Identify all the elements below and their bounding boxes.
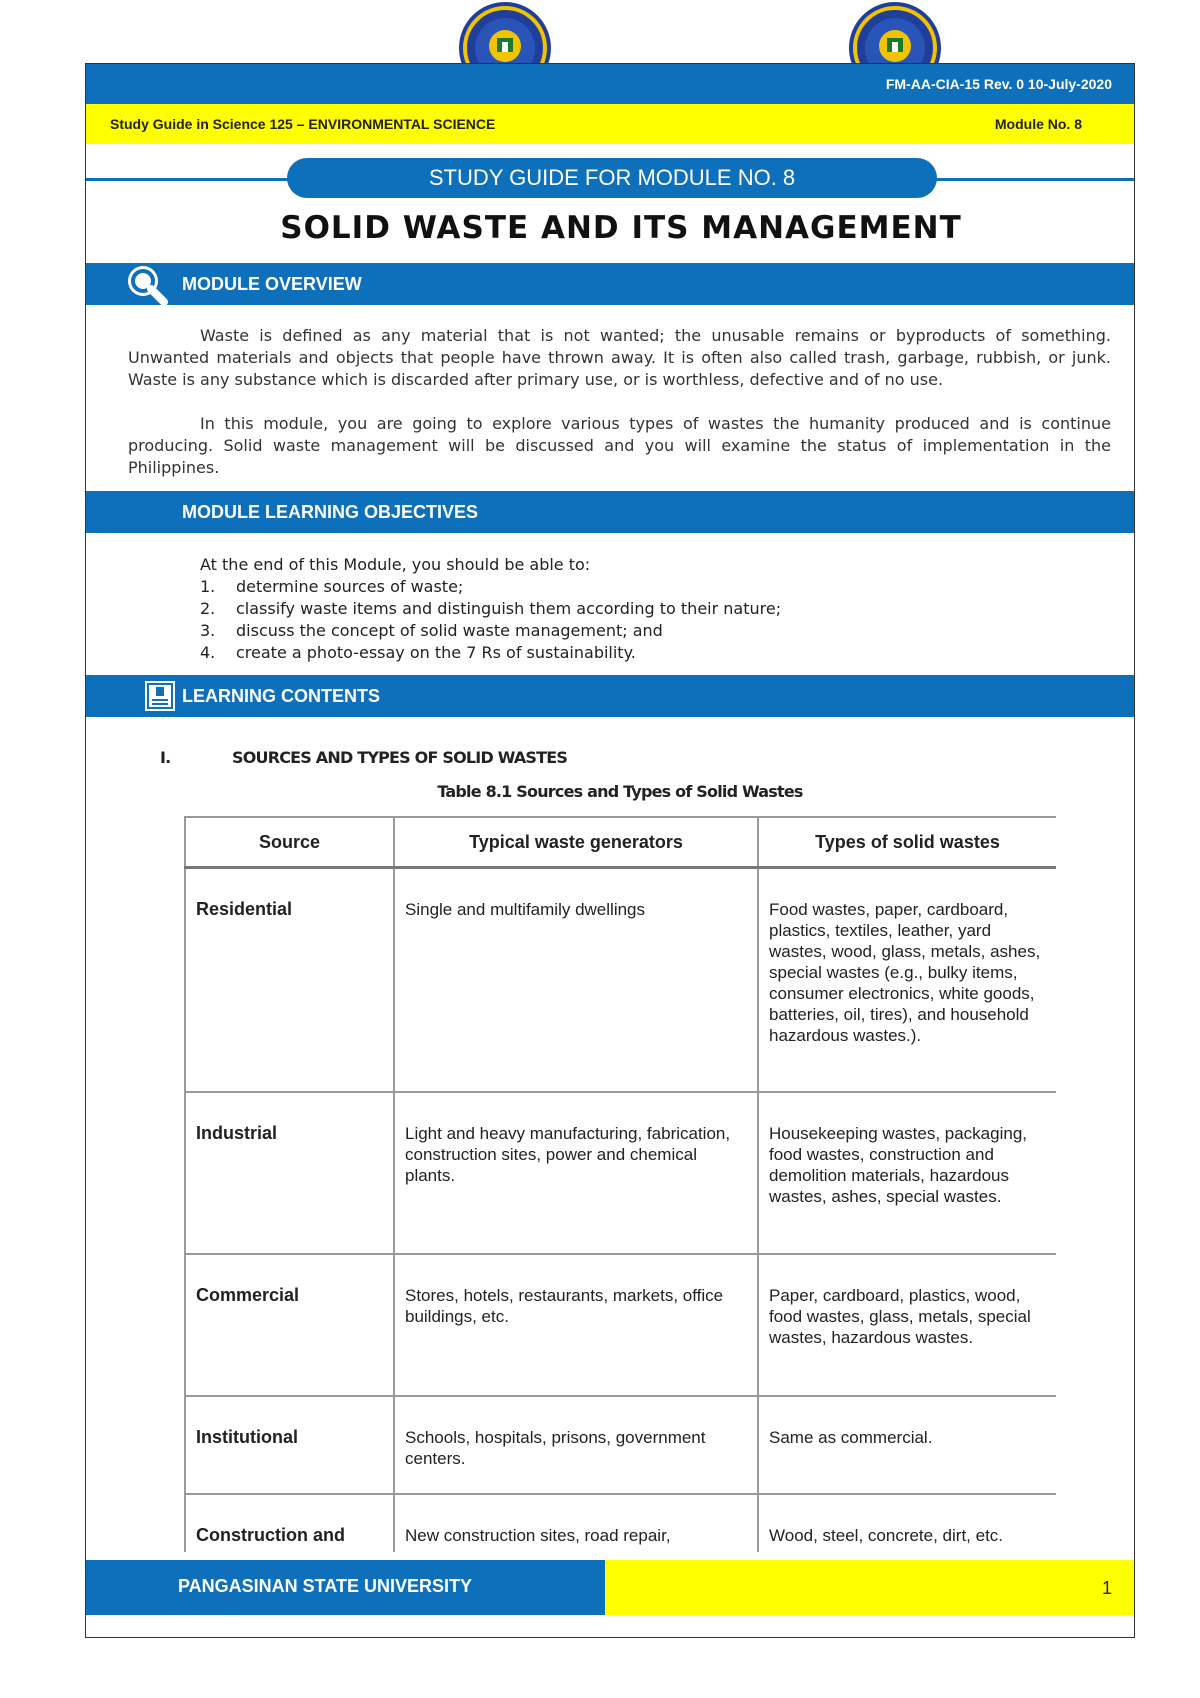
column-header-source: Source xyxy=(185,817,394,868)
table-row xyxy=(185,1254,1056,1396)
generators-cell: Single and multifamily dwellings xyxy=(394,868,758,1092)
page-number: 1 xyxy=(1101,1578,1112,1598)
overview-section-bar xyxy=(86,263,1134,305)
subsection-number: I. xyxy=(160,748,171,767)
university-seal-left-icon xyxy=(457,0,553,68)
footer-page-bar xyxy=(605,1560,1134,1615)
overview-heading: MODULE OVERVIEW xyxy=(182,274,362,294)
university-seal-right-icon xyxy=(847,0,943,68)
list-item: 1. determine sources of waste; xyxy=(200,577,464,596)
column-header-generators: Typical waste generators xyxy=(394,817,758,868)
source-cell: Residential xyxy=(185,868,394,1092)
types-cell: Housekeeping wastes, packaging, food wastes, construction and demolition materials, hazardous wastes, ashes, special wastes. xyxy=(758,1092,1056,1254)
objectives-intro: At the end of this Module, you should be able to: xyxy=(200,555,591,574)
table-row xyxy=(185,1092,1056,1254)
generators-cell: Stores, hotels, restaurants, markets, office buildings, etc. xyxy=(394,1254,758,1396)
column-header-types: Types of solid wastes xyxy=(758,817,1056,868)
table-header-row xyxy=(185,817,1056,868)
list-item: 3. discuss the concept of solid waste management; and xyxy=(200,621,663,640)
table-caption: Table 8.1 Sources and Types of Solid Wastes xyxy=(437,782,803,801)
table-row xyxy=(185,1396,1056,1494)
table-row xyxy=(185,1494,1056,1553)
contents-section-bar xyxy=(86,675,1134,717)
module-number: Module No. 8 xyxy=(994,116,1082,132)
source-cell: Industrial xyxy=(185,1092,394,1254)
contents-heading: LEARNING CONTENTS xyxy=(182,686,380,706)
types-cell: Wood, steel, concrete, dirt, etc. xyxy=(758,1494,1056,1553)
objectives-heading: MODULE LEARNING OBJECTIVES xyxy=(182,502,479,522)
list-item: 2. classify waste items and distinguish them according to their nature; xyxy=(200,599,782,618)
source-cell: Commercial xyxy=(185,1254,394,1396)
university-name: PANGASINAN STATE UNIVERSITY xyxy=(178,1576,473,1596)
course-title: Study Guide in Science 125 – ENVIRONMENTAL SCIENCE xyxy=(110,116,496,132)
waste-table xyxy=(184,816,1056,1552)
types-cell: Paper, cardboard, plastics, wood, food wastes, glass, metals, special wastes, hazardous wastes. xyxy=(758,1254,1056,1396)
list-item: 4. create a photo-essay on the 7 Rs of sustainability. xyxy=(200,643,636,662)
overview-paragraph-1: Waste is defined as any material that is not wanted; the unusable remains or byproducts of something. Unwanted materials and objects that people have thrown away. It is often also called trash, garbage, rubbish, or junk. Waste is any substance which is discarded after primary use, or is worthless, defective and of no use. xyxy=(128,326,1111,389)
document-code: FM-AA-CIA-15 Rev. 0 10-July-2020 xyxy=(885,76,1112,92)
generators-cell: Light and heavy manufacturing, fabrication, construction sites, power and chemical plants. xyxy=(394,1092,758,1254)
source-cell: Institutional xyxy=(185,1396,394,1494)
subsection-title: SOURCES AND TYPES OF SOLID WASTES xyxy=(232,748,568,767)
table-row xyxy=(185,868,1056,1092)
magnifier-icon xyxy=(124,261,170,311)
study-guide-title: STUDY GUIDE FOR MODULE NO. 8 xyxy=(287,158,937,198)
overview-paragraph-2: In this module, you are going to explore various types of wastes the humanity produced and is continue producing. Solid waste management will be discussed and you will examine the status of implementation in the Philippines. xyxy=(128,414,1111,477)
header-bar xyxy=(86,64,1134,104)
source-cell: Construction and xyxy=(185,1494,394,1553)
objectives-section-bar xyxy=(86,491,1134,533)
types-cell: Food wastes, paper, cardboard, plastics, textiles, leather, yard wastes, wood, glass, metals, ashes, special wastes (e.g., bulky items, consumer electronics, white goods, batteries, oil, tires), and household hazardous wastes.). xyxy=(758,868,1056,1092)
footer-university-bar xyxy=(86,1560,605,1615)
objectives-list xyxy=(200,554,781,664)
types-cell: Same as commercial. xyxy=(758,1396,1056,1494)
document-icon xyxy=(144,680,176,716)
page-title: SOLID WASTE AND ITS MANAGEMENT xyxy=(280,210,962,246)
generators-cell: Schools, hospitals, prisons, government centers. xyxy=(394,1396,758,1494)
generators-cell: New construction sites, road repair, xyxy=(394,1494,758,1553)
course-bar xyxy=(86,104,1134,144)
